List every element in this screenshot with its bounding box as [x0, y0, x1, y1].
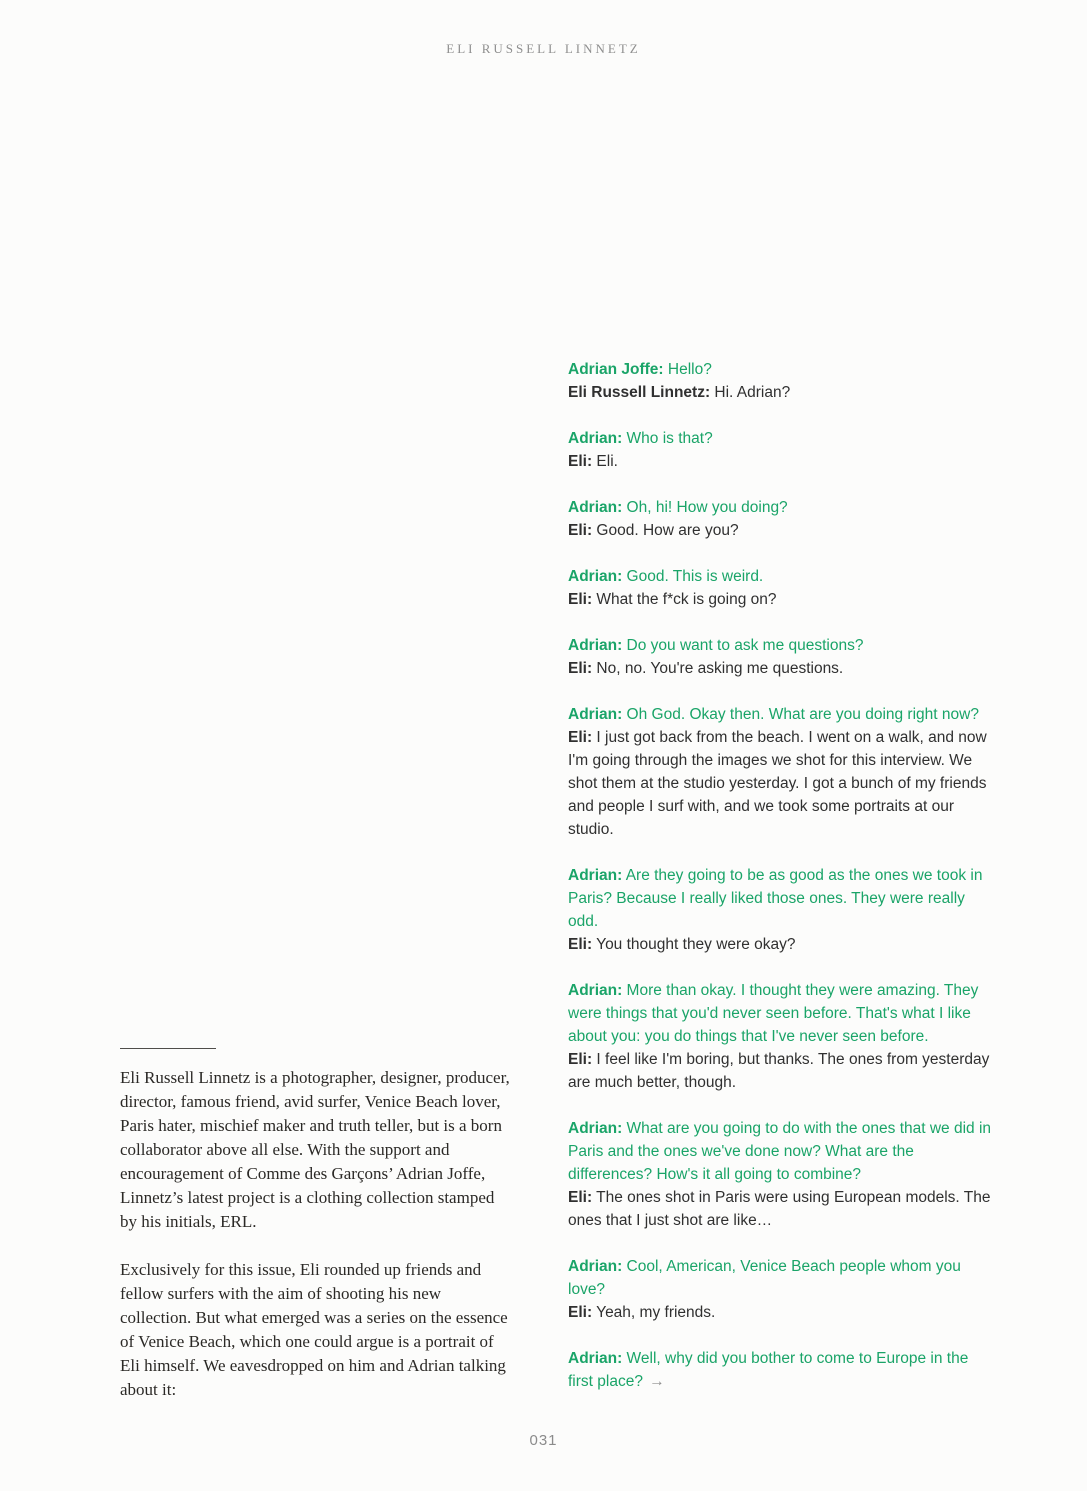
- speaker-label: Adrian:: [568, 1258, 623, 1275]
- continuation-arrow-icon: →: [644, 1373, 665, 1390]
- speaker-label: Adrian:: [568, 568, 623, 585]
- utterance-adrian: Adrian Joffe: Hello?: [568, 361, 712, 378]
- utterance-eli: Eli: What the f*ck is going on?: [568, 591, 777, 608]
- speaker-label: Adrian:: [568, 637, 623, 654]
- speaker-label: Eli:: [568, 522, 593, 539]
- speaker-label: Eli:: [568, 1189, 593, 1206]
- utterance-eli: Eli: You thought they were okay?: [568, 936, 796, 953]
- intro-column: [120, 1048, 510, 1402]
- utterance-adrian: Adrian: Well, why did you bother to come to Europe in the first place? →: [568, 1350, 969, 1390]
- speaker-label: Adrian:: [568, 430, 623, 447]
- utterance-eli: Eli: I feel like I'm boring, but thanks. The ones from yesterday are much better, though.: [568, 1051, 990, 1091]
- speaker-label: Adrian:: [568, 499, 623, 516]
- utterance-eli: Eli: No, no. You're asking me questions.: [568, 660, 844, 677]
- dialogue-exchange: [568, 979, 992, 1094]
- utterance-eli: Eli: Good. How are you?: [568, 522, 739, 539]
- dialogue-exchange: [568, 634, 992, 680]
- speaker-label: Eli Russell Linnetz:: [568, 384, 711, 401]
- speaker-label: Adrian:: [568, 867, 623, 884]
- utterance-eli: Eli: Yeah, my friends.: [568, 1304, 716, 1321]
- utterance-adrian: Adrian: What are you going to do with the ones that we did in Paris and the ones we've done now? What are the differences? How's it all going to combine?: [568, 1120, 992, 1183]
- speaker-label: Adrian:: [568, 706, 623, 723]
- dialogue-exchange: [568, 864, 992, 956]
- dialogue-exchange: [568, 358, 992, 404]
- utterance-adrian: Adrian: More than okay. I thought they were amazing. They were things that you'd never seen before. That's what I like about you: you do things that I've never seen before.: [568, 982, 979, 1045]
- utterance-eli: Eli: Eli.: [568, 453, 618, 470]
- utterance-adrian: Adrian: Oh God. Okay then. What are you doing right now?: [568, 706, 979, 723]
- utterance-adrian: Adrian: Are they going to be as good as the ones we took in Paris? Because I really liked those ones. They were really odd.: [568, 867, 983, 930]
- utterance-adrian: Adrian: Who is that?: [568, 430, 713, 447]
- utterance-eli: Eli: The ones shot in Paris were using European models. The ones that I just shot are like…: [568, 1189, 991, 1229]
- utterance-adrian: Adrian: Oh, hi! How you doing?: [568, 499, 788, 516]
- utterance-adrian: Adrian: Cool, American, Venice Beach people whom you love?: [568, 1258, 961, 1298]
- dialogue-exchange: [568, 1347, 992, 1393]
- speaker-label: Eli:: [568, 453, 593, 470]
- dialogue-exchange: [568, 427, 992, 473]
- utterance-eli: Eli: I just got back from the beach. I went on a walk, and now I'm going through the images we shot for this interview. We shot them at the studio yesterday. I got a bunch of my friends and people I surf with, and we took some portraits at our studio.: [568, 729, 987, 838]
- dialogue-exchange: [568, 703, 992, 841]
- intro-paragraph: Exclusively for this issue, Eli rounded up friends and fellow surfers with the aim of shooting his new collection. But what emerged was a series on the essence of Venice Beach, which one could argue is a portrait of Eli himself. We eavesdropped on him and Adrian talking about it:: [120, 1260, 508, 1399]
- section-rule: [120, 1048, 216, 1049]
- speaker-label: Adrian:: [568, 982, 623, 999]
- intro-paragraphs: [120, 1066, 510, 1402]
- utterance-adrian: Adrian: Do you want to ask me questions?: [568, 637, 864, 654]
- speaker-label: Eli:: [568, 1051, 593, 1068]
- dialogue-exchange: [568, 1117, 992, 1232]
- interview-column: [568, 358, 992, 1393]
- running-head: ELI RUSSELL LINNETZ: [446, 41, 641, 56]
- speaker-label: Adrian Joffe:: [568, 361, 664, 378]
- page-number: 031: [529, 1432, 558, 1449]
- intro-paragraph: Eli Russell Linnetz is a photographer, designer, producer, director, famous friend, avid surfer, Venice Beach lover, Paris hater, mischief maker and truth teller, but is a born collaborator above all else. With the support and encouragement of Comme des Garçons’ Adrian Joffe, Linnetz’s latest project is a clothing collection stamped by his initials, ERL.: [120, 1068, 510, 1231]
- utterance-adrian: Adrian: Good. This is weird.: [568, 568, 764, 585]
- speaker-label: Adrian:: [568, 1350, 623, 1367]
- speaker-label: Eli:: [568, 591, 593, 608]
- speaker-label: Eli:: [568, 660, 593, 677]
- speaker-label: Eli:: [568, 1304, 593, 1321]
- speaker-label: Adrian:: [568, 1120, 623, 1137]
- dialogue-exchange: [568, 496, 992, 542]
- utterance-eli: Eli Russell Linnetz: Hi. Adrian?: [568, 384, 791, 401]
- speaker-label: Eli:: [568, 729, 593, 746]
- dialogue-exchange: [568, 1255, 992, 1324]
- speaker-label: Eli:: [568, 936, 593, 953]
- dialogue-exchange: [568, 565, 992, 611]
